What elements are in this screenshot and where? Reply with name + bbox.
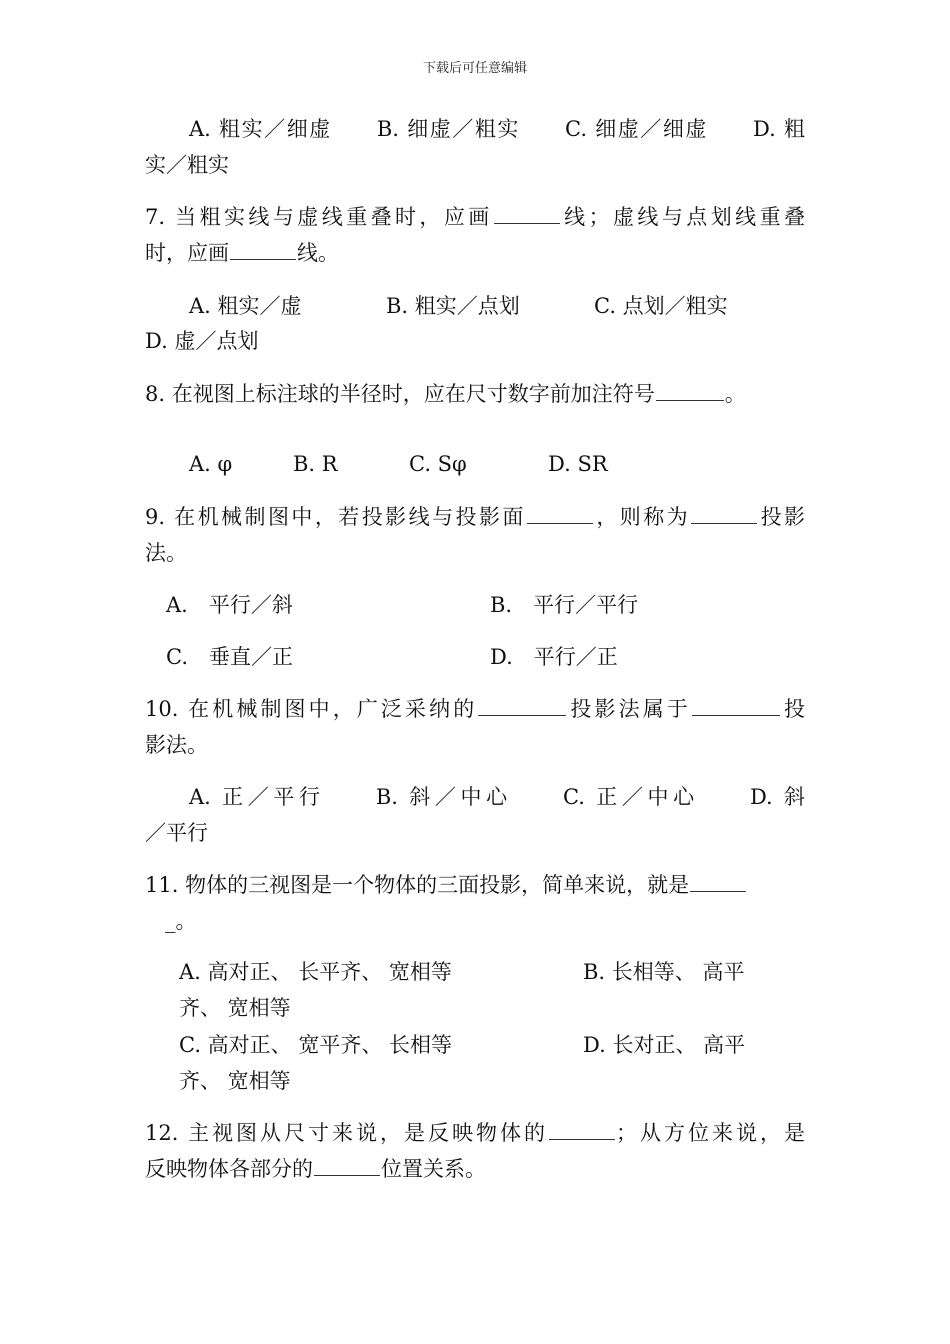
q11-option-d: D. 长对正、 高平 (583, 1033, 746, 1057)
q8-option-a: A. φ (189, 452, 233, 476)
q9-stem-line1: 9. 在机械制图中，若投影线与投影面 ，则称为 投影 (145, 505, 806, 529)
q11-option-b-cont: 齐、 宽相等 (179, 996, 291, 1020)
q6-options-line1: A. 粗实／细虚 B. 细虚／粗实 C. 细虚／细虚 D. 粗 (189, 117, 805, 141)
q8-option-c: C. Sφ (409, 452, 467, 476)
page-header: 下载后可任意编辑 (422, 61, 527, 76)
q10-stem-line2: 影法。 (145, 733, 208, 757)
q7-stem-line2: 时，应画 线。 (145, 241, 339, 265)
question-7 (145, 199, 805, 271)
q7-stem-line1: 7. 当粗实线与虚线重叠时，应画 线；虚线与点划线重叠 (145, 205, 806, 229)
question-12 (145, 1115, 805, 1187)
q12-stem-line2: 反映物体各部分的 位置关系。 (145, 1157, 486, 1181)
q9-option-b: B. 平行／平行 (490, 593, 639, 617)
q11-stem-line2: _。 (165, 909, 197, 933)
answer-blank (692, 697, 780, 716)
q11-option-a: A. 高对正、 长平齐、 宽相等 (179, 960, 452, 984)
answer-blank (691, 505, 757, 524)
q11-option-b: B. 长相等、 高平 (583, 960, 745, 984)
q8-option-d: D. SR (548, 452, 608, 476)
answer-blank (690, 873, 746, 892)
q8-stem: 8. 在视图上标注球的半径时，应在尺寸数字前加注符号 。 (145, 382, 746, 406)
q9-option-c: C. 垂直／正 (166, 645, 293, 669)
question-11 (145, 867, 805, 939)
q12-stem-line1: 12. 主视图从尺寸来说，是反映物体的 ；从方位来说，是 (145, 1121, 806, 1145)
answer-blank (478, 697, 566, 716)
answer-blank (549, 1121, 615, 1140)
answer-blank (494, 205, 560, 224)
q11-stem-line1: 11. 物体的三视图是一个物体的三面投影，简单来说，就是 (145, 867, 805, 903)
q11-option-c: C. 高对正、 宽平齐、 长相等 (179, 1033, 453, 1057)
q10-options-line2: ／平行 (145, 821, 208, 845)
q10-stem-line1: 10. 在机械制图中，广泛采纳的 投影法属于 投 (145, 697, 806, 721)
q9-option-d: D. 平行／正 (490, 645, 618, 669)
answer-blank (314, 1157, 380, 1176)
question-9 (145, 499, 805, 571)
answer-blank (527, 505, 593, 524)
q10-options-line1: A. 正／平行 B. 斜／中心 C. 正／中心 D. 斜 (189, 785, 805, 809)
q7-option-c: C. 点划／粗实 (594, 294, 728, 318)
q11-option-d-cont: 齐、 宽相等 (179, 1069, 291, 1093)
answer-blank (656, 382, 724, 401)
question-10 (145, 691, 805, 763)
q7-option-d: D. 虚／点划 (145, 329, 259, 353)
question-6-options (145, 111, 805, 183)
answer-blank (230, 241, 296, 260)
q10-options (145, 779, 805, 851)
question-8 (145, 376, 805, 412)
q9-stem-line2: 法。 (145, 541, 187, 565)
q7-option-a: A. 粗实／虚 (189, 294, 302, 318)
q9-option-a: A. 平行／斜 (166, 593, 293, 617)
q7-option-b: B. 粗实／点划 (386, 294, 520, 318)
q6-options-line2: 实／粗实 (145, 153, 229, 177)
q8-option-b: B. R (293, 452, 338, 476)
